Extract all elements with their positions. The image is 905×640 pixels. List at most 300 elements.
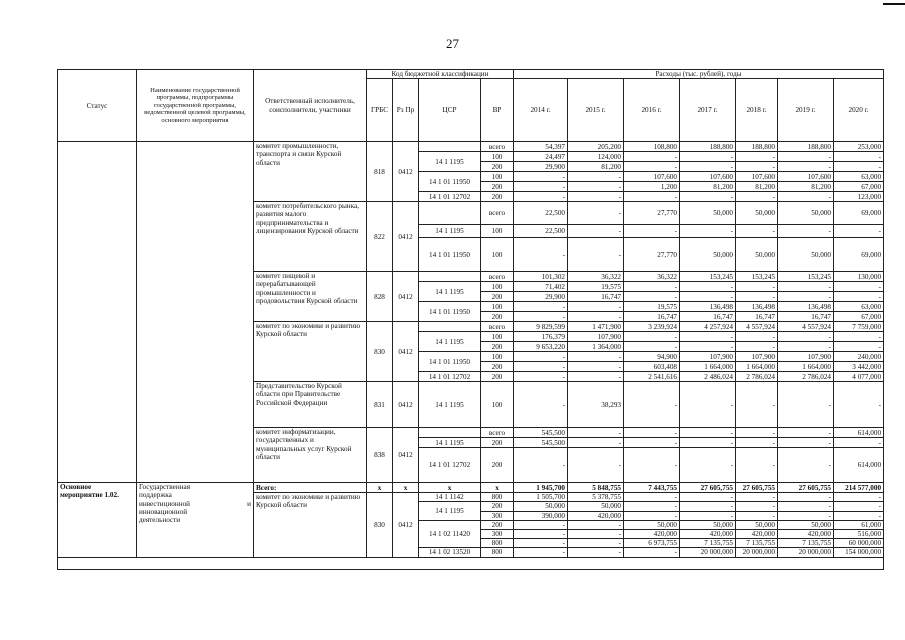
amount-cell: - [680, 292, 736, 302]
amount-cell: - [680, 382, 736, 428]
amount-cell: - [680, 502, 736, 511]
amount-cell: 420,000 [624, 530, 680, 539]
vr-cell: 300 [481, 530, 514, 539]
amount-cell: 123,000 [834, 192, 884, 202]
amount-cell: 81,200 [736, 182, 778, 192]
amount-cell: 214 577,000 [834, 483, 884, 493]
amount-cell: - [736, 225, 778, 238]
program-name-line [139, 483, 251, 491]
amount-cell: - [568, 428, 624, 438]
vr-cell: 800 [481, 548, 514, 557]
header-vr: ВР [481, 79, 514, 142]
header-year: 2020 г. [834, 79, 884, 142]
amount-cell: 136,498 [680, 302, 736, 312]
amount-cell: 2 786,024 [778, 372, 834, 382]
amount-cell: 153,245 [680, 272, 736, 282]
amount-cell: - [514, 182, 568, 192]
amount-cell: - [736, 511, 778, 520]
header-csr: ЦСР [419, 79, 481, 142]
executor-cell: комитет промышленности, транспорта и связи Курской области [254, 142, 367, 202]
amount-cell: 63,000 [834, 302, 884, 312]
amount-cell: - [514, 172, 568, 182]
amount-cell: - [680, 162, 736, 172]
amount-cell: - [736, 438, 778, 448]
vr-cell: всего [481, 142, 514, 152]
amount-cell: - [514, 362, 568, 372]
amount-cell: 16,747 [568, 292, 624, 302]
amount-cell: 3 239,924 [624, 322, 680, 332]
vr-cell: 200 [481, 438, 514, 448]
amount-cell: 50,000 [736, 202, 778, 225]
amount-cell: - [514, 530, 568, 539]
amount-cell: - [778, 493, 834, 502]
amount-cell: - [736, 152, 778, 162]
amount-cell: - [624, 428, 680, 438]
amount-cell: 50,000 [680, 202, 736, 225]
rzpr-cell: 0412 [393, 382, 419, 428]
amount-cell: - [624, 332, 680, 342]
amount-cell: 20 000,000 [778, 548, 834, 557]
amount-cell: - [514, 312, 568, 322]
amount-cell: 545,500 [514, 428, 568, 438]
program-name-line [139, 508, 251, 516]
amount-cell: 50,000 [778, 520, 834, 529]
vr-cell: всего [481, 272, 514, 282]
amount-cell: 5 848,755 [568, 483, 624, 493]
amount-cell: - [778, 332, 834, 342]
csr-cell: 14 1 1195 [419, 332, 481, 352]
amount-cell: 130,000 [834, 272, 884, 282]
amount-cell: - [736, 192, 778, 202]
amount-cell: - [568, 202, 624, 225]
amount-cell: - [778, 192, 834, 202]
amount-cell: 1 364,000 [568, 342, 624, 352]
amount-cell: - [834, 438, 884, 448]
amount-cell: 36,322 [624, 272, 680, 282]
amount-cell: - [514, 382, 568, 428]
grbs-cell: х [367, 483, 393, 493]
executor-cell: комитет по экономике и развитию Курской области [254, 493, 367, 557]
amount-cell: 153,245 [778, 272, 834, 282]
amount-cell: 1 945,700 [514, 483, 568, 493]
amount-cell: - [736, 382, 778, 428]
amount-cell: 188,800 [736, 142, 778, 152]
amount-cell: 124,000 [568, 152, 624, 162]
vr-cell: 100 [481, 152, 514, 162]
amount-cell: 19,575 [624, 302, 680, 312]
amount-cell: - [834, 502, 884, 511]
amount-cell: - [680, 152, 736, 162]
amount-cell: 50,000 [514, 502, 568, 511]
amount-cell: - [624, 382, 680, 428]
amount-cell: - [736, 502, 778, 511]
amount-cell: 7 135,755 [680, 539, 736, 548]
amount-cell: - [834, 225, 884, 238]
amount-cell: - [778, 282, 834, 292]
amount-cell: 4 077,000 [834, 372, 884, 382]
amount-cell: - [624, 162, 680, 172]
csr-cell: 14 1 1195 [419, 282, 481, 302]
amount-cell: 614,000 [834, 428, 884, 438]
csr-cell [419, 272, 481, 282]
amount-cell: 63,000 [834, 172, 884, 182]
csr-cell: 14 1 01 11950 [419, 302, 481, 322]
csr-cell: 14 1 01 12702 [419, 448, 481, 483]
amount-cell: - [624, 225, 680, 238]
amount-cell: 516,000 [834, 530, 884, 539]
program-name-text: Государственная [139, 483, 191, 492]
header-year: 2015 г. [568, 79, 624, 142]
vr-cell: всего [481, 428, 514, 438]
csr-cell [419, 428, 481, 438]
amount-cell: - [624, 448, 680, 483]
vr-cell: 200 [481, 192, 514, 202]
vr-cell: 200 [481, 162, 514, 172]
amount-cell: - [568, 438, 624, 448]
amount-cell: 60 000,000 [834, 539, 884, 548]
amount-cell: 101,302 [514, 272, 568, 282]
vr-cell: 200 [481, 520, 514, 529]
amount-cell: 390,000 [514, 511, 568, 520]
vr-cell: 100 [481, 302, 514, 312]
vr-cell: 200 [481, 182, 514, 192]
amount-cell: 71,402 [514, 282, 568, 292]
amount-cell: 38,293 [568, 382, 624, 428]
amount-cell: - [834, 382, 884, 428]
amount-cell: - [568, 362, 624, 372]
amount-cell: - [834, 292, 884, 302]
amount-cell: 420,000 [568, 511, 624, 520]
vr-cell: 100 [481, 352, 514, 362]
amount-cell: 1 505,700 [514, 493, 568, 502]
header-code-group: Код бюджетной классификации [367, 70, 514, 79]
amount-cell: 29,900 [514, 292, 568, 302]
amount-cell: - [514, 520, 568, 529]
program-name-text: деятельности [139, 516, 181, 525]
amount-cell: - [778, 502, 834, 511]
amount-cell: 420,000 [680, 530, 736, 539]
amount-cell: 420,000 [736, 530, 778, 539]
amount-cell: - [736, 448, 778, 483]
header-rzpr: Рз Пр [393, 79, 419, 142]
amount-cell: 107,600 [736, 172, 778, 182]
grbs-cell: 830 [367, 493, 393, 557]
program-name-text: поддержка [139, 491, 172, 500]
amount-cell: - [568, 225, 624, 238]
amount-cell: - [736, 292, 778, 302]
amount-cell: - [736, 428, 778, 438]
amount-cell: 1 664,000 [736, 362, 778, 372]
amount-cell: - [680, 332, 736, 342]
amount-cell: 7 759,000 [834, 322, 884, 332]
rzpr-cell: 0412 [393, 322, 419, 382]
vr-cell: х [481, 483, 514, 493]
amount-cell: 27 605,755 [680, 483, 736, 493]
amount-cell: - [514, 352, 568, 362]
header-executor: Ответственный исполнитель, соисполнители, участники [254, 70, 367, 142]
amount-cell: 7 443,755 [624, 483, 680, 493]
amount-cell: - [680, 342, 736, 352]
amount-cell: 603,408 [624, 362, 680, 372]
executor-cell: комитет потребительского рынка, развития малого предпринимательства и лицензирования Курской области [254, 202, 367, 272]
rzpr-cell: 0412 [393, 493, 419, 557]
amount-cell: 50,000 [680, 238, 736, 272]
table-row [58, 142, 884, 152]
amount-cell: - [624, 282, 680, 292]
vr-cell: 100 [481, 172, 514, 182]
header-name: Наименование государственной программы, подпрограммы государственной программы, ведомственной целевой программы, основного мероприятия [137, 70, 254, 142]
amount-cell: 9 653,220 [514, 342, 568, 352]
amount-cell: 7 135,755 [736, 539, 778, 548]
amount-cell: 3 442,000 [834, 362, 884, 372]
amount-cell: 107,600 [680, 172, 736, 182]
program-name-cell [137, 142, 254, 483]
amount-cell: 16,747 [680, 312, 736, 322]
amount-cell: 107,900 [568, 332, 624, 342]
status-cell [58, 142, 137, 483]
csr-cell: 14 1 1195 [419, 152, 481, 172]
amount-cell: - [778, 292, 834, 302]
amount-cell: - [568, 302, 624, 312]
amount-cell: 4 257,924 [680, 322, 736, 332]
amount-cell: 7 135,755 [778, 539, 834, 548]
amount-cell: 16,747 [624, 312, 680, 322]
vr-cell: 200 [481, 342, 514, 352]
csr-cell: 14 1 01 11950 [419, 352, 481, 372]
vr-cell: 100 [481, 282, 514, 292]
amount-cell: - [834, 332, 884, 342]
csr-cell [419, 202, 481, 225]
amount-cell: - [834, 493, 884, 502]
amount-cell: 50,000 [736, 238, 778, 272]
header-year: 2014 г. [514, 79, 568, 142]
status-cell: Основное мероприятие 1.02. [58, 483, 137, 557]
amount-cell: 4 557,924 [778, 322, 834, 332]
executor-cell: комитет пищевой и перерабатывающей промышленности и продовольствия Курской области [254, 272, 367, 322]
amount-cell: - [680, 448, 736, 483]
csr-cell: х [419, 483, 481, 493]
csr-cell: 14 1 1195 [419, 382, 481, 428]
vr-cell: 200 [481, 448, 514, 483]
amount-cell: - [514, 238, 568, 272]
amount-cell: 136,498 [736, 302, 778, 312]
vr-cell: всего [481, 202, 514, 225]
page-number: 27 [446, 36, 459, 51]
amount-cell: - [680, 511, 736, 520]
vr-cell: 100 [481, 382, 514, 428]
program-name-line [139, 491, 251, 499]
amount-cell: - [624, 292, 680, 302]
amount-cell: 107,900 [736, 352, 778, 362]
amount-cell: 2 486,024 [680, 372, 736, 382]
amount-cell: - [568, 238, 624, 272]
amount-cell: - [736, 342, 778, 352]
amount-cell: 5 378,755 [568, 493, 624, 502]
vr-cell: 100 [481, 238, 514, 272]
vr-cell: 200 [481, 312, 514, 322]
executor-cell: Всего: [254, 483, 367, 493]
amount-cell: - [778, 438, 834, 448]
vr-cell: 100 [481, 225, 514, 238]
amount-cell: - [568, 172, 624, 182]
amount-cell: 176,379 [514, 332, 568, 342]
amount-cell: 19,575 [568, 282, 624, 292]
amount-cell: 67,000 [834, 312, 884, 322]
program-name-line [139, 500, 251, 508]
amount-cell: 94,900 [624, 352, 680, 362]
program-name-line [139, 516, 251, 524]
amount-cell: 61,000 [834, 520, 884, 529]
amount-cell: 29,900 [514, 162, 568, 172]
amount-cell: - [624, 502, 680, 511]
amount-cell: - [778, 162, 834, 172]
amount-cell: 614,000 [834, 448, 884, 483]
header-year: 2018 г. [736, 79, 778, 142]
amount-cell: - [778, 342, 834, 352]
vr-cell: 200 [481, 362, 514, 372]
amount-cell: - [680, 225, 736, 238]
amount-cell: 9 829,599 [514, 322, 568, 332]
grbs-cell: 822 [367, 202, 393, 272]
amount-cell: 188,800 [778, 142, 834, 152]
csr-cell: 14 1 1195 [419, 225, 481, 238]
amount-cell: - [568, 372, 624, 382]
amount-cell: 27,770 [624, 202, 680, 225]
amount-cell: 20 000,000 [680, 548, 736, 557]
header-expense-group: Расходы (тыс. рублей), годы [514, 70, 884, 79]
amount-cell: 545,500 [514, 438, 568, 448]
amount-cell: 107,600 [624, 172, 680, 182]
amount-cell: - [568, 539, 624, 548]
amount-cell: 50,000 [736, 520, 778, 529]
csr-cell [419, 322, 481, 332]
amount-cell: 69,000 [834, 238, 884, 272]
csr-cell: 14 1 1195 [419, 438, 481, 448]
amount-cell: - [778, 152, 834, 162]
amount-cell: - [778, 448, 834, 483]
amount-cell: - [568, 182, 624, 192]
rzpr-cell: 0412 [393, 272, 419, 322]
amount-cell: - [514, 548, 568, 557]
amount-cell: 22,500 [514, 202, 568, 225]
amount-cell: - [778, 225, 834, 238]
amount-cell: 188,800 [680, 142, 736, 152]
amount-cell: - [514, 539, 568, 548]
amount-cell: 136,498 [778, 302, 834, 312]
amount-cell: 4 557,924 [736, 322, 778, 332]
csr-cell: 14 1 02 13520 [419, 548, 481, 557]
amount-cell: 36,322 [568, 272, 624, 282]
amount-cell: 107,900 [680, 352, 736, 362]
amount-cell: - [568, 312, 624, 322]
rzpr-cell: х [393, 483, 419, 493]
vr-cell: всего [481, 322, 514, 332]
amount-cell: - [680, 282, 736, 292]
amount-cell: - [834, 162, 884, 172]
header-status: Статус [58, 70, 137, 142]
amount-cell: 253,000 [834, 142, 884, 152]
program-name-text: и [247, 499, 251, 508]
amount-cell: - [680, 493, 736, 502]
header-year: 2017 г. [680, 79, 736, 142]
amount-cell: 54,397 [514, 142, 568, 152]
grbs-cell: 830 [367, 322, 393, 382]
amount-cell: 107,600 [778, 172, 834, 182]
budget-table [57, 69, 884, 570]
amount-cell: - [680, 428, 736, 438]
amount-cell: - [568, 530, 624, 539]
csr-cell [419, 142, 481, 152]
amount-cell: - [568, 192, 624, 202]
amount-cell: 81,200 [680, 182, 736, 192]
amount-cell: - [736, 282, 778, 292]
vr-cell: 800 [481, 493, 514, 502]
vr-cell: 200 [481, 292, 514, 302]
vr-cell: 200 [481, 502, 514, 511]
table-row [58, 483, 884, 493]
empty-row [58, 557, 884, 569]
grbs-cell: 818 [367, 142, 393, 202]
amount-cell: 6 973,755 [624, 539, 680, 548]
amount-cell: - [736, 493, 778, 502]
executor-cell: комитет информатизации, государственных и муниципальных услуг Курской области [254, 428, 367, 483]
amount-cell: - [778, 382, 834, 428]
amount-cell: - [834, 152, 884, 162]
amount-cell: 27,770 [624, 238, 680, 272]
amount-cell: - [568, 448, 624, 483]
csr-cell: 14 1 1142 [419, 493, 481, 502]
program-name-text: инновационной [139, 507, 188, 516]
amount-cell: - [834, 342, 884, 352]
grbs-cell: 831 [367, 382, 393, 428]
amount-cell: - [568, 352, 624, 362]
amount-cell: - [624, 152, 680, 162]
amount-cell: - [514, 302, 568, 312]
amount-cell: - [624, 438, 680, 448]
amount-cell: 27 605,755 [736, 483, 778, 493]
amount-cell: 27 605,755 [778, 483, 834, 493]
amount-cell: 69,000 [834, 202, 884, 225]
amount-cell: 67,000 [834, 182, 884, 192]
amount-cell: - [568, 548, 624, 557]
empty-cell [58, 557, 884, 569]
amount-cell: 240,000 [834, 352, 884, 362]
amount-cell: 1 664,000 [778, 362, 834, 372]
amount-cell: - [624, 548, 680, 557]
csr-cell: 14 1 01 12702 [419, 192, 481, 202]
amount-cell: - [834, 511, 884, 520]
amount-cell: - [736, 332, 778, 342]
amount-cell: 1,200 [624, 182, 680, 192]
grbs-cell: 828 [367, 272, 393, 322]
amount-cell: 153,245 [736, 272, 778, 282]
vr-cell: 100 [481, 332, 514, 342]
vr-cell: 300 [481, 511, 514, 520]
amount-cell: 50,000 [778, 238, 834, 272]
csr-cell: 14 1 01 12702 [419, 372, 481, 382]
amount-cell: - [624, 511, 680, 520]
amount-cell: 1 664,000 [680, 362, 736, 372]
amount-cell: 50,000 [624, 520, 680, 529]
header-year: 2016 г. [624, 79, 680, 142]
amount-cell: - [624, 493, 680, 502]
amount-cell: - [778, 511, 834, 520]
amount-cell: 50,000 [568, 502, 624, 511]
amount-cell: - [680, 438, 736, 448]
amount-cell: - [624, 342, 680, 352]
grbs-cell: 838 [367, 428, 393, 483]
amount-cell: 81,200 [568, 162, 624, 172]
